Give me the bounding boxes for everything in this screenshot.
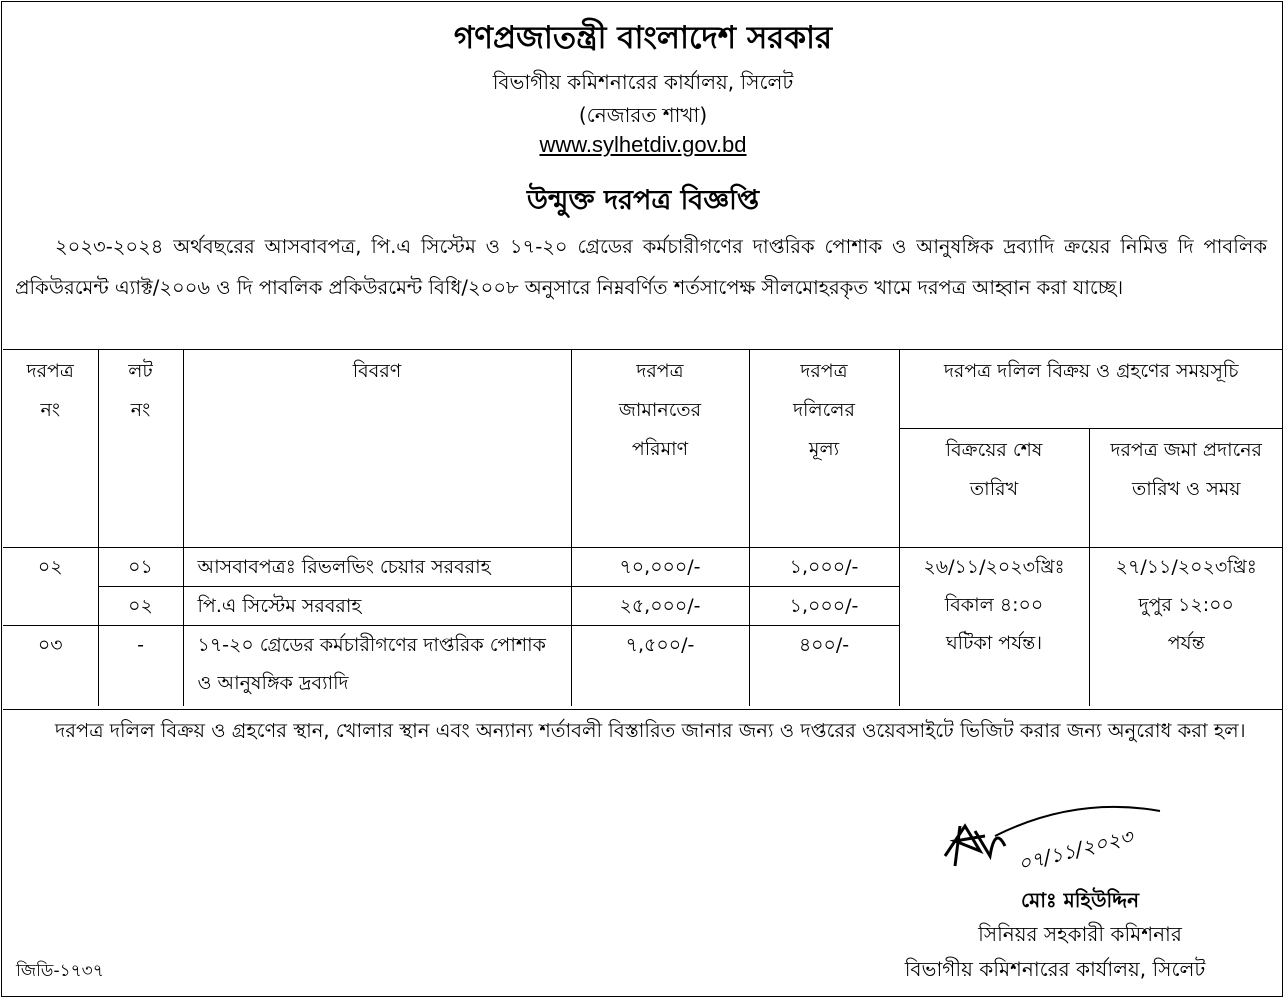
- reference-number: জিডি-১৭৩৭: [16, 961, 104, 981]
- description-cell: ১৭-২০ গ্রেডের কর্মচারীগণের দাপ্তরিক পোশাক ও আনুষঙ্গিক দ্রব্যাদি: [183, 626, 571, 707]
- doc-price-cell: ১,০০০/-: [749, 548, 899, 587]
- submission-until: পর্যন্ত: [1167, 632, 1205, 654]
- lot-no-cell: ০২: [98, 587, 183, 626]
- notice-title: উন্মুক্ত দরপত্র বিজ্ঞপ্তি: [526, 185, 760, 216]
- header-security: দরপত্র জামানতের পরিমাণ: [571, 350, 749, 548]
- submission-time: দুপুর ১২:০০: [1138, 594, 1234, 616]
- doc-price-cell: ১,০০০/-: [749, 587, 899, 626]
- lot-no-cell: ০১: [98, 548, 183, 587]
- table-row: [3, 548, 1283, 587]
- sale-last-date-cell: [899, 548, 1089, 707]
- header-lot-no: লট নং: [98, 350, 183, 548]
- header-description: বিবরণ: [183, 350, 571, 548]
- sale-last-date: ২৬/১১/২০২৩খ্রিঃ: [923, 556, 1065, 578]
- lot-no-cell: -: [98, 626, 183, 707]
- doc-price-cell: ৪০০/-: [749, 626, 899, 707]
- tender-no-cell: ০৩: [3, 626, 98, 707]
- sale-last-time: বিকাল ৪:০০: [944, 594, 1044, 616]
- signatory-name: মোঃ মহিউদ্দিন: [1020, 888, 1140, 912]
- submission-date-cell: [1089, 548, 1283, 707]
- header-doc-price: দরপত্র দলিলের মূল্য: [749, 350, 899, 548]
- intro-paragraph: ২০২৩-২০২৪ অর্থবছরের আসবাবপত্র, পি.এ সিস্টেম ও ১৭-২০ গ্রেডের কর্মচারীগণের দাপ্তরিক পোশাক ও আনুষঙ্গিক দ্রব্যাদি ক্রয়ের নিমিত্ত দি পাবলিক প্রকিউরমেন্ট এ্যাক্ট/২০০৬ ও দি পাবলিক প্রকিউরমেন্ট বিধি/২০০৮ অনুসারে নিম্নবর্ণিত শর্তসাপেক্ষ সীলমোহরকৃত খামে দরপত্র আহ্বান করা যাচ্ছে।: [15, 235, 1267, 299]
- description-cell: পি.এ সিস্টেম সরবরাহ: [183, 587, 571, 626]
- security-cell: ৭,৫০০/-: [571, 626, 749, 707]
- closing-paragraph: দরপত্র দলিল বিক্রয় ও গ্রহণের স্থান, খোলার স্থান এবং অন্যান্য শর্তাবলী বিস্তারিত জানার জন্য ও দপ্তরের ওয়েবসাইটে ভিজিট করার জন্য অনুরোধ করা হল।: [55, 719, 1246, 742]
- tender-no-cell: ০২: [3, 548, 98, 626]
- government-title: গণপ্রজাতন্ত্রী বাংলাদেশ সরকার: [453, 20, 833, 56]
- signature-image: [935, 796, 1175, 886]
- security-cell: ৭০,০০০/-: [571, 548, 749, 587]
- submission-date: ২৭/১১/২০২৩খ্রিঃ: [1115, 556, 1257, 578]
- signatory-office: বিভাগীয় কমিশনারের কার্যালয়, সিলেট: [904, 957, 1206, 981]
- sale-last-until: ঘটিকা পর্যন্ত।: [945, 632, 1043, 654]
- header-tender-no: দরপত্র নং: [3, 350, 98, 548]
- header-sale-last-date: বিক্রয়ের শেষ তারিখ: [899, 429, 1089, 548]
- header-schedule: দরপত্র দলিল বিক্রয় ও গ্রহণের সময়সূচি: [899, 350, 1283, 429]
- office-name: বিভাগীয় কমিশনারের কার্যালয়, সিলেট: [492, 70, 794, 94]
- branch-name: (নেজারত শাখা): [578, 103, 708, 127]
- security-cell: ২৫,০০০/-: [571, 587, 749, 626]
- signatory-designation: সিনিয়র সহকারী কমিশনার: [978, 922, 1182, 946]
- tender-table: [3, 349, 1283, 706]
- header-submission-date: দরপত্র জমা প্রদানের তারিখ ও সময়: [1110, 439, 1263, 500]
- website-link[interactable]: www.sylhetdiv.gov.bd: [539, 132, 747, 157]
- description-cell: আসবাবপত্রঃ রিভলভিং চেয়ার সরবরাহ: [183, 548, 571, 587]
- handwritten-date: ০৭/১১/২০২৩: [1015, 824, 1136, 876]
